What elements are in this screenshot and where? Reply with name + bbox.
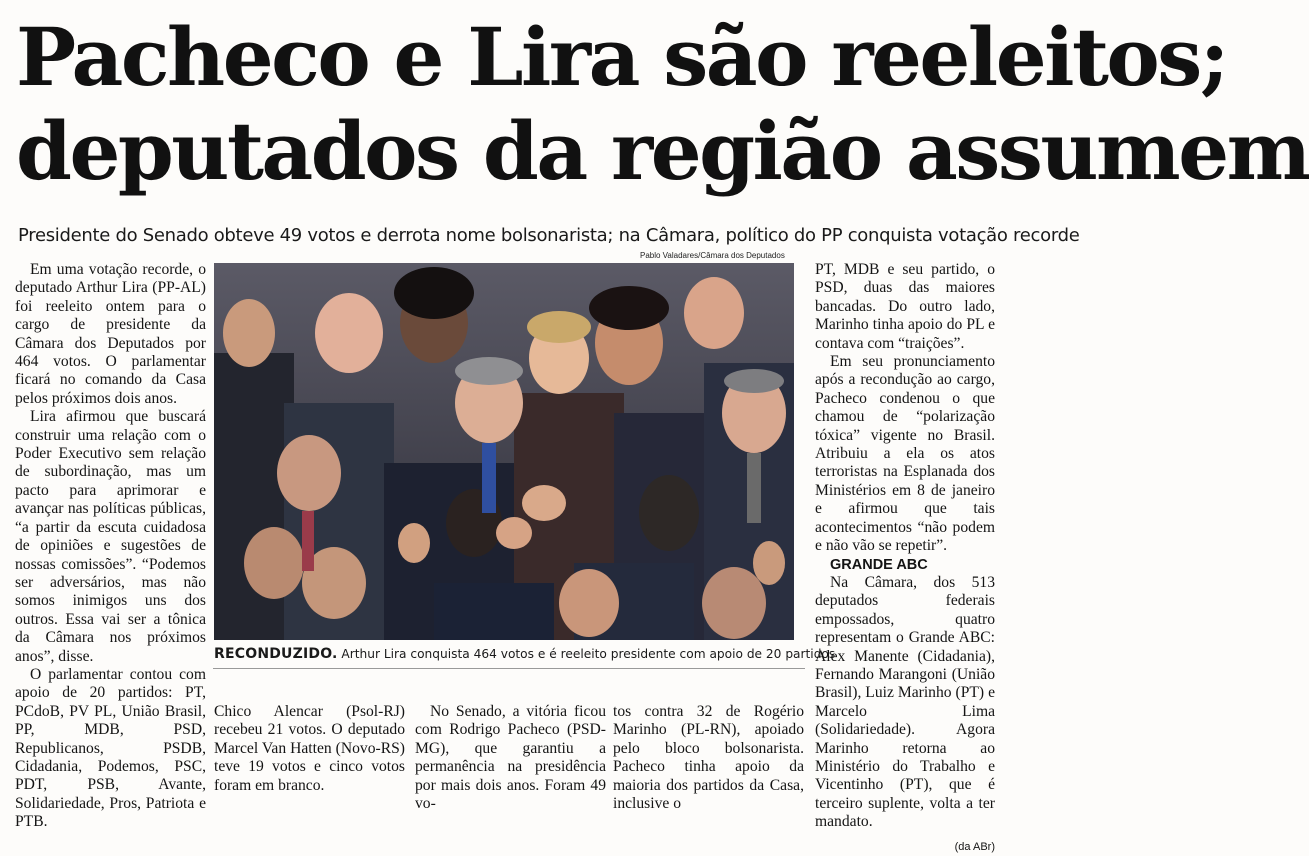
paragraph: Em uma votação recorde, o deputado Arthur Lira (PP-AL) foi reeleito ontem para o cargo de presidente da Câmara dos Deputados por 464 votos. O parlamentar ficará no comando da Casa pelos próximos dois anos. — [15, 261, 206, 407]
news-photo — [214, 263, 794, 640]
headline-line-1: Pacheco e Lira são reeleitos; — [16, 10, 1227, 104]
article-column-5 — [815, 261, 995, 856]
article-column-3 — [415, 703, 606, 813]
agency-credit: (da ABr) — [954, 840, 995, 853]
paragraph: PT, MDB e seu partido, o PSD, duas das maiores bancadas. Do outro lado, Marinho tinha apoio do PL e contava com “traições”. — [815, 261, 995, 352]
headline — [16, 10, 1309, 198]
caption-divider — [213, 668, 805, 669]
subheadline: Presidente do Senado obteve 49 votos e derrota nome bolsonarista; na Câmara, político do PP conquista votação recorde — [18, 225, 1080, 246]
headline-line-2: deputados da região assumem — [16, 104, 1309, 198]
paragraph: Lira afirmou que buscará construir uma relação com o Poder Executivo sem relação de subordinação, mas um pacto para aprimorar e avançar nas políticas públicas, “a partir da escuta cuidadosa de opiniões e sugestões de nossas comissões”. “Podemos ser adversários, mas não somos inimigos uns dos outros. Essa vai ser a tônica da Câmara nos próximos anos”, disse. — [15, 408, 206, 665]
section-heading: GRANDE ABC — [830, 556, 928, 573]
article-column-4 — [613, 703, 804, 813]
caption-text: Arthur Lira conquista 464 votos e é reeleito presidente com apoio de 20 partidos — [337, 647, 836, 661]
paragraph: O parlamentar contou com apoio de 20 partidos: PT, PCdoB, PV PL, União Brasil, PP, MDB, PSD, Republicanos, PSDB, Cidadania, Podemos, PSC, PDT, PSB, Avante, Solidariedade, Pros, Patriota e PTB. — [15, 665, 206, 831]
caption-lead: RECONDUZIDO. — [214, 646, 338, 662]
paragraph: Chico Alencar (Psol-RJ) recebeu 21 votos. O deputado Marcel Van Hatten (Novo-RS) teve 19 votos e cinco votos foram em branco. — [214, 703, 405, 794]
paragraph: tos contra 32 de Rogério Marinho (PL-RN), apoiado pelo bloco bolsonarista. Pacheco tinha apoio da maioria dos partidos da Casa, inclusive o — [613, 703, 804, 813]
paragraph: Em seu pronunciamento após a recondução ao cargo, Pacheco condenou o que chamou de “polarização tóxica” vigente no Brasil. Atribuiu a ela os atos terroristas na Esplanada dos Ministérios em 8 de janeiro e afirmou que tais acontecimentos “não podem e não vão se repetir”. — [815, 353, 995, 555]
photo-caption — [214, 645, 836, 663]
paragraph: Na Câmara, dos 513 deputados federais empossados, quatro representam o Grande ABC: Alex Manente (Cidadania), Fernando Marangoni (União Brasil), Luiz Marinho (PT) e Marcelo Lima (Solidariedade). Agora Marinho retorna ao Ministério do Trabalho e Vicentinho (PT), que é terceiro suplente, volta a ter mandato. — [815, 573, 995, 831]
article-column-1 — [15, 261, 206, 832]
photo-credit: Pablo Valadares/Câmara dos Deputados — [640, 251, 785, 260]
crowd-photo-illustration — [214, 263, 794, 640]
paragraph: No Senado, a vitória ficou com Rodrigo Pacheco (PSD-MG), que garantiu a permanência na presidência por mais dois anos. Foram 49 vo- — [415, 703, 606, 813]
article-column-2 — [214, 703, 405, 795]
